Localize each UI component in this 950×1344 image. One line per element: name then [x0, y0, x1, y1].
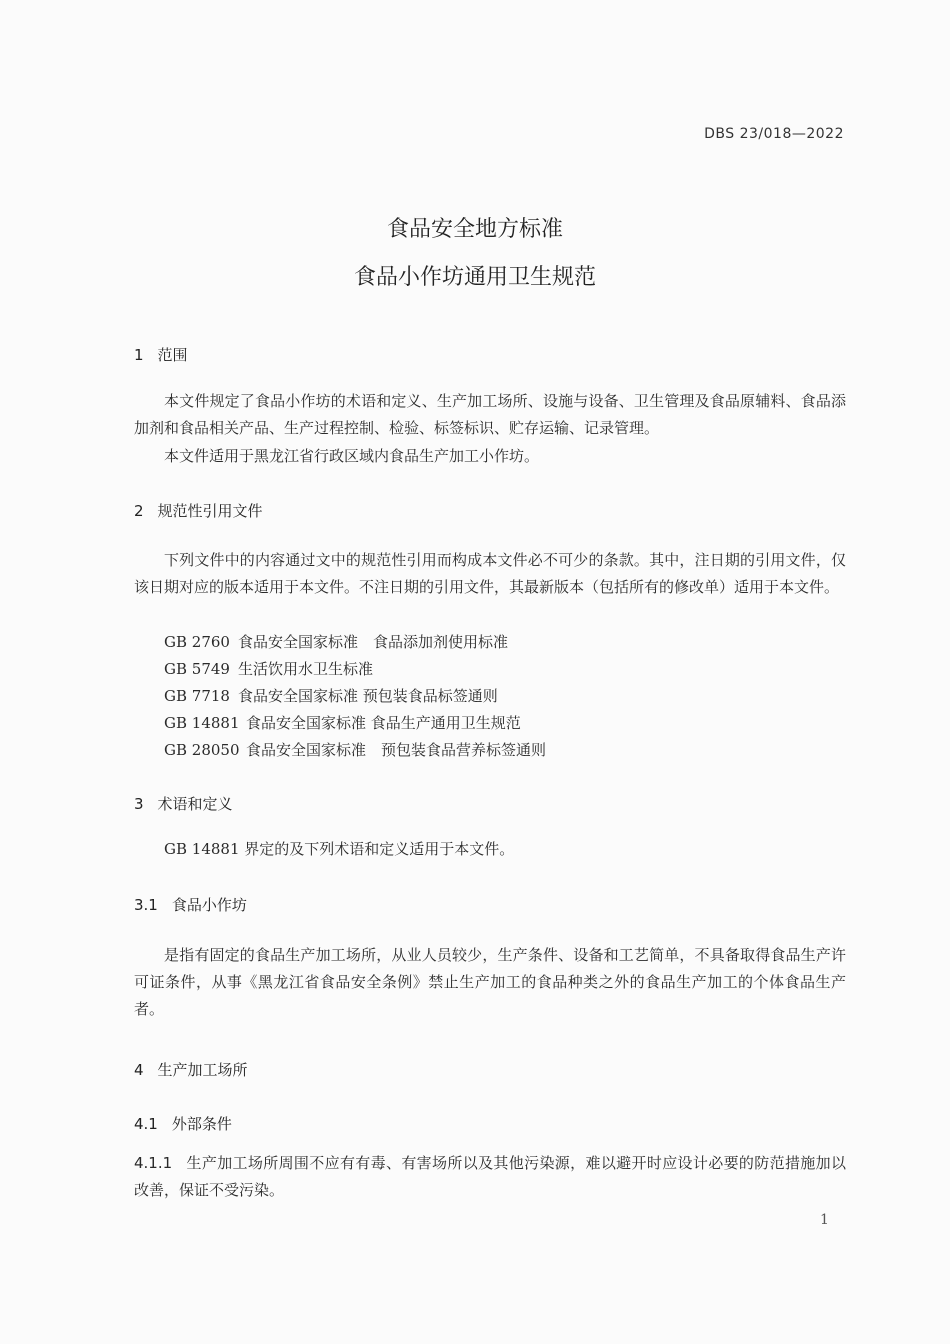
reference-item: [164, 685, 498, 706]
section-1-paragraph-1: 本文件规定了食品小作坊的术语和定义、生产加工场所、设施与设备、卫生管理及食品原辅料、食品添加剂和食品相关产品、生产过程控制、检验、标签标识、贮存运输、记录管理。: [134, 392, 846, 437]
section-2-paragraph-1: 下列文件中的内容通过文中的规范性引用而构成本文件必不可少的条款。其中，注日期的引用文件，仅该日期对应的版本适用于本文件。不注日期的引用文件，其最新版本（包括所有的修改单）适用于本文件。: [134, 551, 846, 596]
section-number: 3: [134, 795, 144, 813]
section-number: 4.1: [134, 1115, 158, 1133]
reference-code: GB 14881: [164, 714, 240, 732]
reference-title: 食品安全国家标准 食品生产通用卫生规范: [246, 714, 521, 732]
section-number: 3.1: [134, 896, 158, 914]
reference-item: [164, 712, 521, 733]
title-line-2: 食品小作坊通用卫生规范: [353, 265, 596, 290]
section-title: 外部条件: [171, 1115, 232, 1133]
section-title: 范围: [157, 346, 188, 364]
section-1-heading: [134, 344, 188, 365]
section-3-1-heading: [134, 894, 247, 915]
clause-number: 4.1.1: [134, 1154, 173, 1172]
section-title: 术语和定义: [157, 795, 233, 813]
section-1-paragraph-2: 本文件适用于黑龙江省行政区域内食品生产加工小作坊。: [164, 447, 540, 465]
reference-item: [164, 631, 508, 652]
section-3-1-paragraph-1: 是指有固定的食品生产加工场所，从业人员较少，生产条件、设备和工艺简单，不具备取得食品生产许可证条件，从事《黑龙江省食品安全条例》禁止生产加工的食品种类之外的食品生产加工的个体食品生产者。: [134, 946, 846, 1018]
reference-title: 食品安全国家标准 食品添加剂使用标准: [238, 633, 509, 651]
section-4-heading: [134, 1059, 248, 1080]
reference-item: [164, 658, 373, 679]
reference-code: GB 5749: [164, 660, 230, 678]
section-number: 1: [134, 346, 144, 364]
clause-text: 生产加工场所周围不应有有毒、有害场所以及其他污染源，难以避开时应设计必要的防范措施加以改善，保证不受污染。: [134, 1154, 846, 1199]
reference-code: GB 7718: [164, 687, 230, 705]
section-2-heading: [134, 500, 263, 521]
reference-title: 食品安全国家标准 预包装食品营养标签通则: [246, 741, 547, 759]
page-number: 1: [820, 1212, 829, 1228]
clause-4-1-1: [134, 1150, 846, 1204]
reference-code: GB 2760: [164, 633, 230, 651]
section-3-paragraph-1: GB 14881 界定的及下列术语和定义适用于本文件。: [164, 840, 515, 858]
reference-title: 生活饮用水卫生标准: [238, 660, 374, 678]
section-number: 4: [134, 1061, 144, 1079]
section-title: 生产加工场所: [157, 1061, 248, 1079]
section-number: 2: [134, 502, 144, 520]
reference-code: GB 28050: [164, 741, 240, 759]
section-title: 规范性引用文件: [157, 502, 263, 520]
reference-item: [164, 739, 546, 760]
title-line-1: 食品安全地方标准: [386, 217, 563, 242]
section-4-1-heading: [134, 1113, 232, 1134]
document-code: DBS 23/018—2022: [704, 126, 844, 142]
section-title: 食品小作坊: [171, 896, 247, 914]
reference-title: 食品安全国家标准 预包装食品标签通则: [238, 687, 498, 705]
section-3-heading: [134, 793, 233, 814]
